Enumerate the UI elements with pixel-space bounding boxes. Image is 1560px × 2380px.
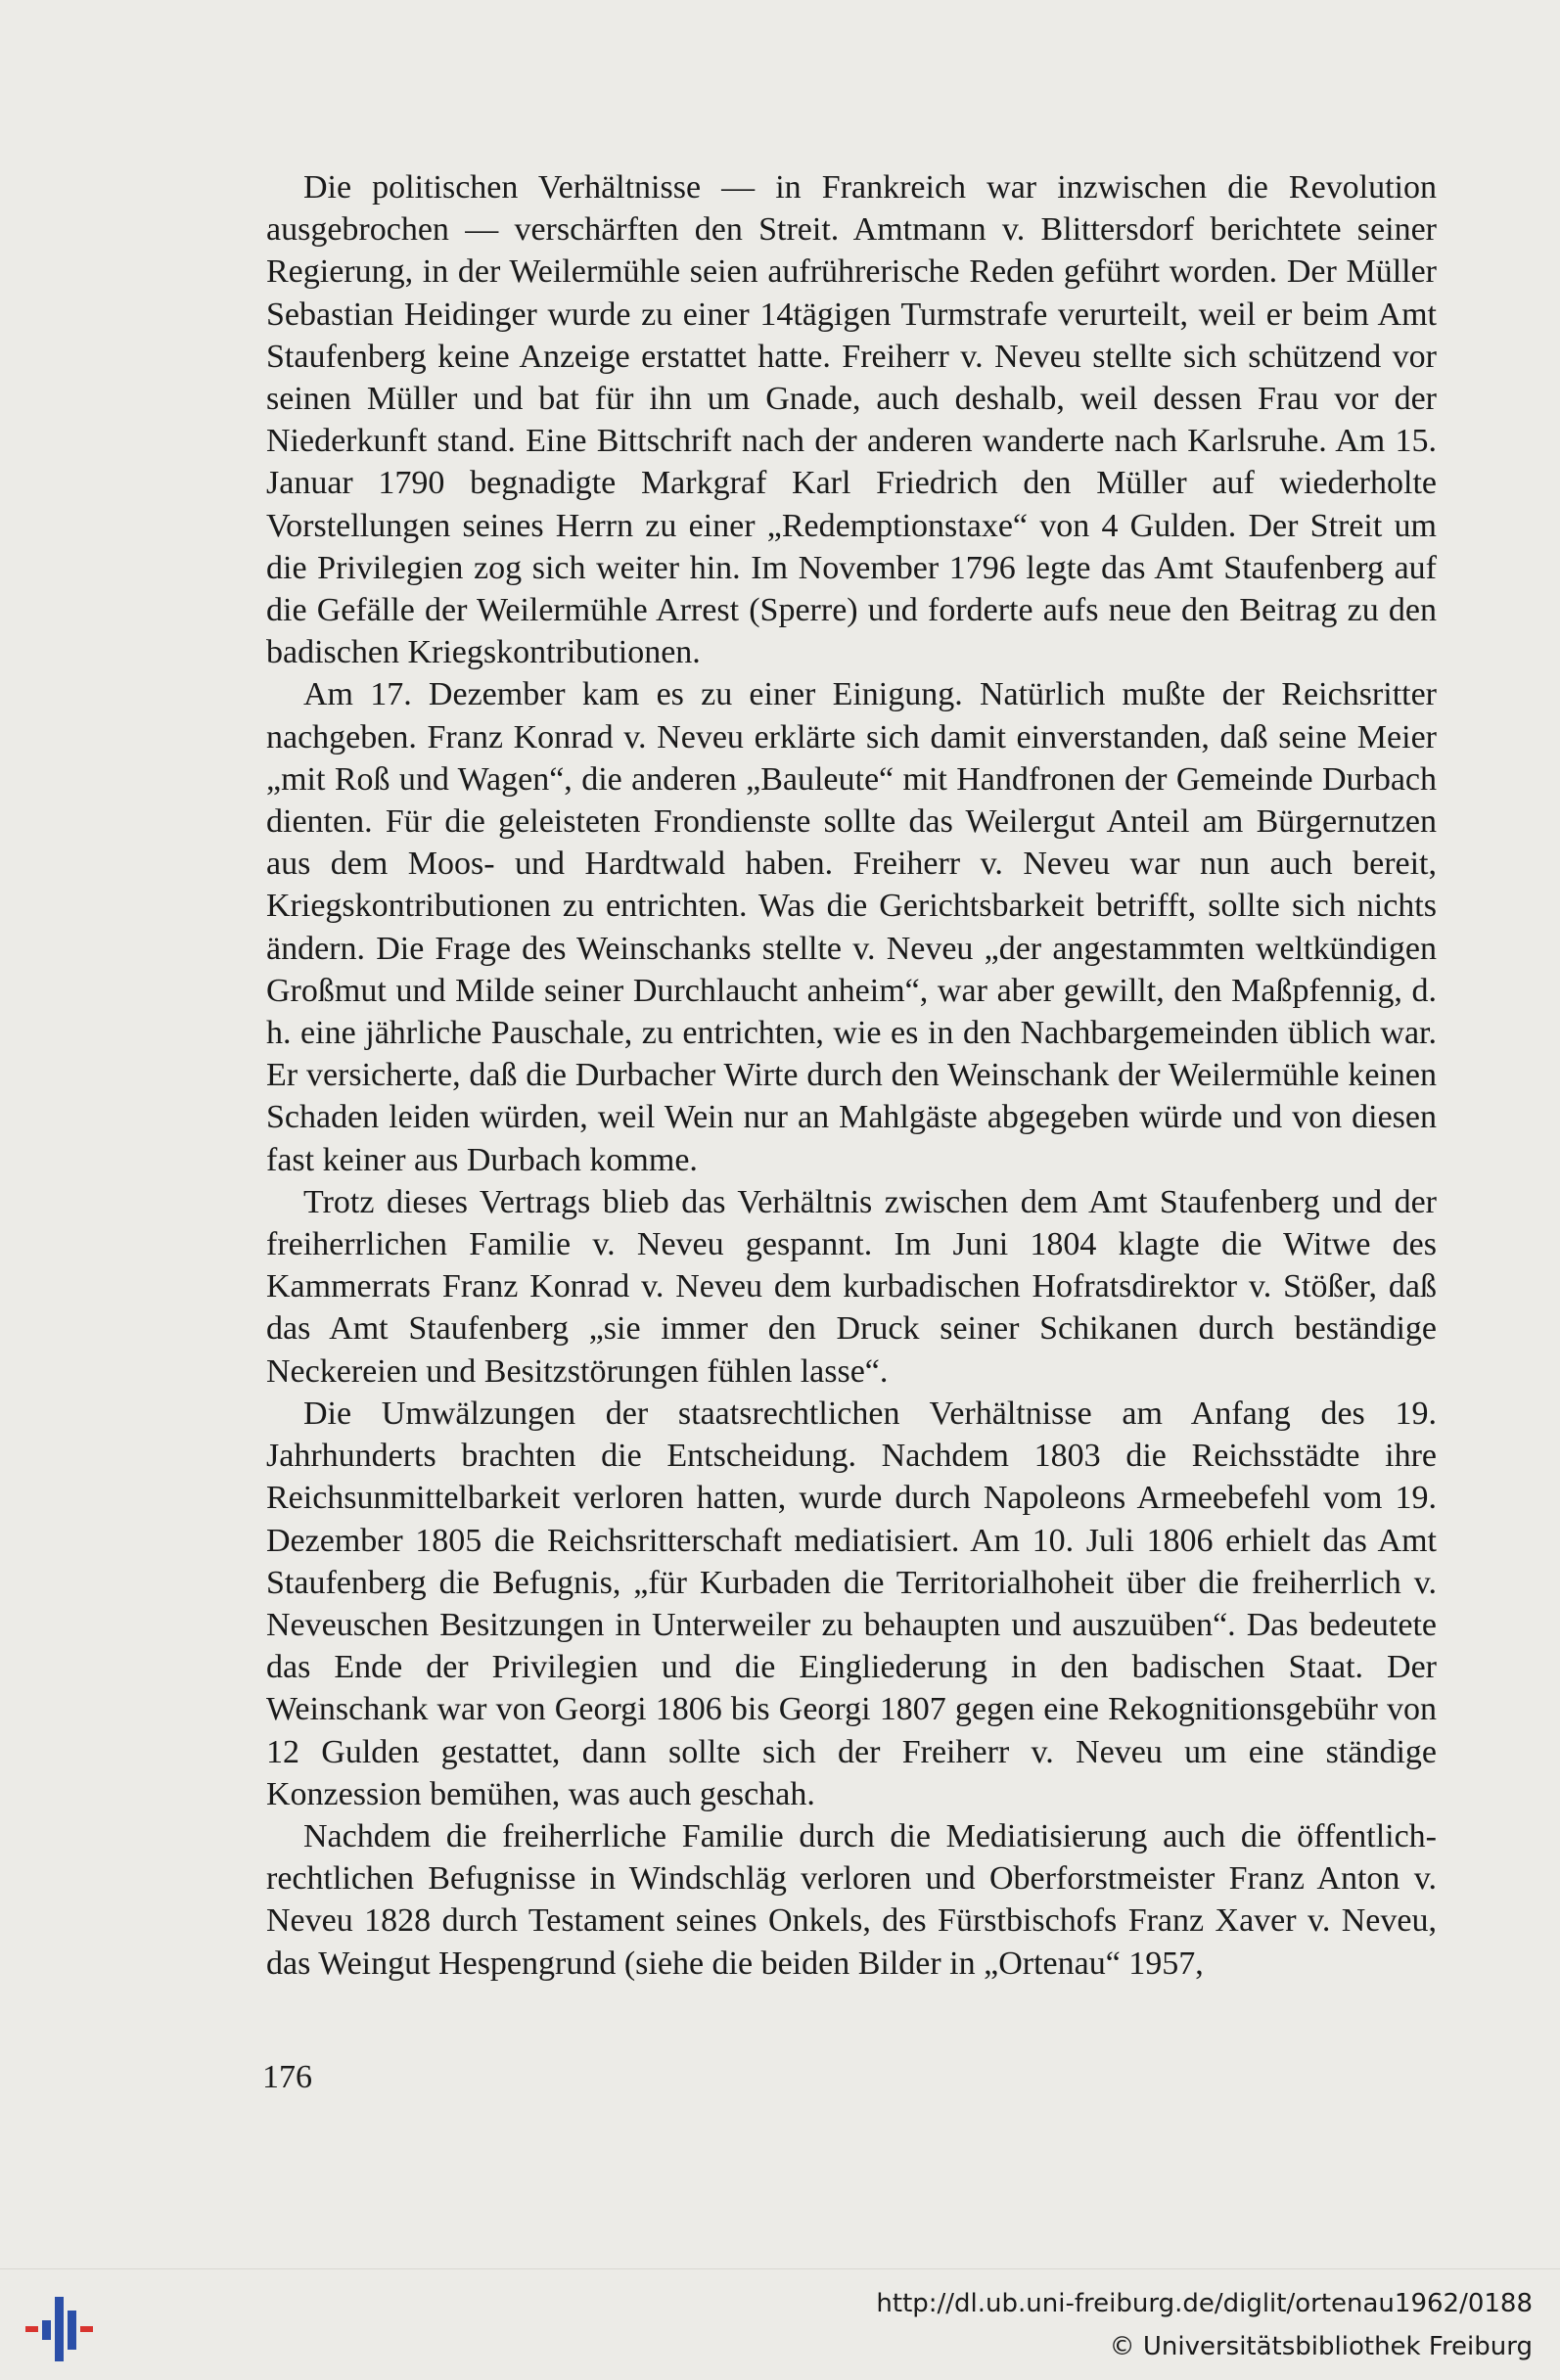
ub-freiburg-logo-icon <box>23 2293 100 2367</box>
paragraph: Die Umwälzungen der staatsrechtlichen Verhältnisse am Anfang des 19. Jahrhunderts brachten die Entscheidung. Nachdem 1803 die Reichsstädte ihre Reichsunmittelbarkeit verloren hatten, wurde durch Napoleons Armeebefehl vom 19. Dezember 1805 die Reichsritterschaft mediatisiert. Am 10. Juli 1806 erhielt das Amt Staufenberg die Befugnis, „für Kurbaden die Territorialhoheit über die freiherrlich v. Neveuschen Besitzungen in Unterweiler zu behaupten und auszuüben“. Das bedeutete das Ende der Privilegien und die Eingliederung in den badischen Staat. Der Weinschank war von Georgi 1806 bis Georgi 1807 gegen eine Rekognitionsgebühr von 12 Gulden gestattet, dann sollte sich der Freiherr v. Neveu um eine ständige Konzession bemühen, was auch geschah. <box>266 1395 1437 1812</box>
footer-bar <box>0 2268 1560 2380</box>
paragraph: Am 17. Dezember kam es zu einer Einigung. Natürlich mußte der Reichsritter nachgeben. Franz Konrad v. Neveu erklärte sich damit einverstanden, daß seine Meier „mit Roß und Wagen“, die anderen „Bauleute“ mit Handfronen der Gemeinde Durbach dienten. Für die geleisteten Frondienste sollte das Weilergut Anteil am Bürgernutzen aus dem Moos- und Hardtwald haben. Freiherr v. Neveu war nun auch bereit, Kriegskontributionen zu entrichten. Was die Gerichtsbarkeit betrifft, sollte sich nichts ändern. Die Frage des Weinschanks stellte v. Neveu „der angestammten weltkündigen Großmut und Milde seiner Durchlaucht anheim“, war aber gewillt, den Maßpfennig, d. h. eine jährliche Pauschale, zu entrichten, wie es in den Nachbargemeinden üblich war. Er versicherte, daß die Durbacher Wirte durch den Weinschank der Weilermühle keinen Schaden leiden würden, weil Wein nur an Mahlgäste abgegeben würde und von diesen fast keiner aus Durbach komme. <box>266 676 1437 1178</box>
source-url-link[interactable]: http://dl.ub.uni-freiburg.de/diglit/ortenau1962/0188 <box>876 2289 1533 2318</box>
body-text <box>266 166 1437 1985</box>
copyright-text: © Universitätsbibliothek Freiburg <box>1109 2332 1533 2361</box>
paragraph: Trotz dieses Vertrags blieb das Verhältnis zwischen dem Amt Staufenberg und der freiherrlichen Familie v. Neveu gespannt. Im Juni 1804 klagte die Witwe des Kammerrats Franz Konrad v. Neveu dem kurbadischen Hofratsdirektor v. Stößer, daß das Amt Staufenberg „sie immer den Druck seiner Schikanen durch beständige Neckereien und Besitzstörungen fühlen lasse“. <box>266 1183 1437 1390</box>
paragraph: Nachdem die freiherrliche Familie durch die Mediatisierung auch die öffentlich-rechtlichen Befugnisse in Windschläg verloren und Oberforstmeister Franz Anton v. Neveu 1828 durch Testament seines Onkels, des Fürstbischofs Franz Xaver v. Neveu, das Weingut Hespengrund (siehe die beiden Bilder in „Ortenau“ 1957, <box>266 1817 1437 1982</box>
page-number: 176 <box>262 2059 312 2095</box>
paragraph: Die politischen Verhältnisse — in Frankreich war inzwischen die Revolution ausgebrochen — verschärften den Streit. Amtmann v. Blittersdorf berichtete seiner Regierung, in der Weilermühle seien aufrührerische Reden geführt worden. Der Müller Sebastian Heidinger wurde zu einer 14tägigen Turmstrafe verurteilt, weil er beim Amt Staufenberg keine Anzeige erstattet hatte. Freiherr v. Neveu stellte sich schützend vor seinen Müller und bat für ihn um Gnade, auch deshalb, weil dessen Frau vor der Niederkunft stand. Eine Bittschrift nach der anderen wanderte nach Karlsruhe. Am 15. Januar 1790 begnadigte Markgraf Karl Friedrich den Müller auf wiederholte Vorstellungen seines Herrn zu einer „Redemptionstaxe“ von 4 Gulden. Der Streit um die Privilegien zog sich weiter hin. Im November 1796 legte das Amt Staufenberg auf die Gefälle der Weilermühle Arrest (Sperre) und forderte aufs neue den Beitrag zu den badischen Kriegskontributionen. <box>266 169 1437 671</box>
